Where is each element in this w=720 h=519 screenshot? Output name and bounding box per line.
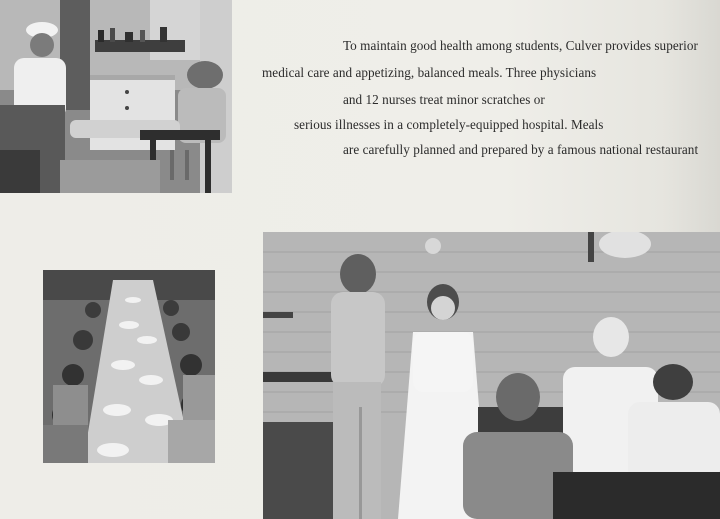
nurse-room-photo: [0, 0, 232, 193]
caption-line-5: are carefully planned and prepared by a famous national restaurant: [343, 142, 699, 157]
caption-line-2: medical care and appetizing, balanced meals. Three physicians: [262, 65, 597, 80]
caption-line-3: and 12 nurses treat minor scratches or: [343, 92, 545, 107]
dining-hall-photo: [43, 270, 215, 463]
hospital-treatment-photo: [263, 232, 720, 519]
caption-line-1: To maintain good health among students, Culver provides superior: [343, 38, 698, 53]
caption-line-4: serious illnesses in a completely-equipped hospital. Meals: [294, 117, 604, 132]
